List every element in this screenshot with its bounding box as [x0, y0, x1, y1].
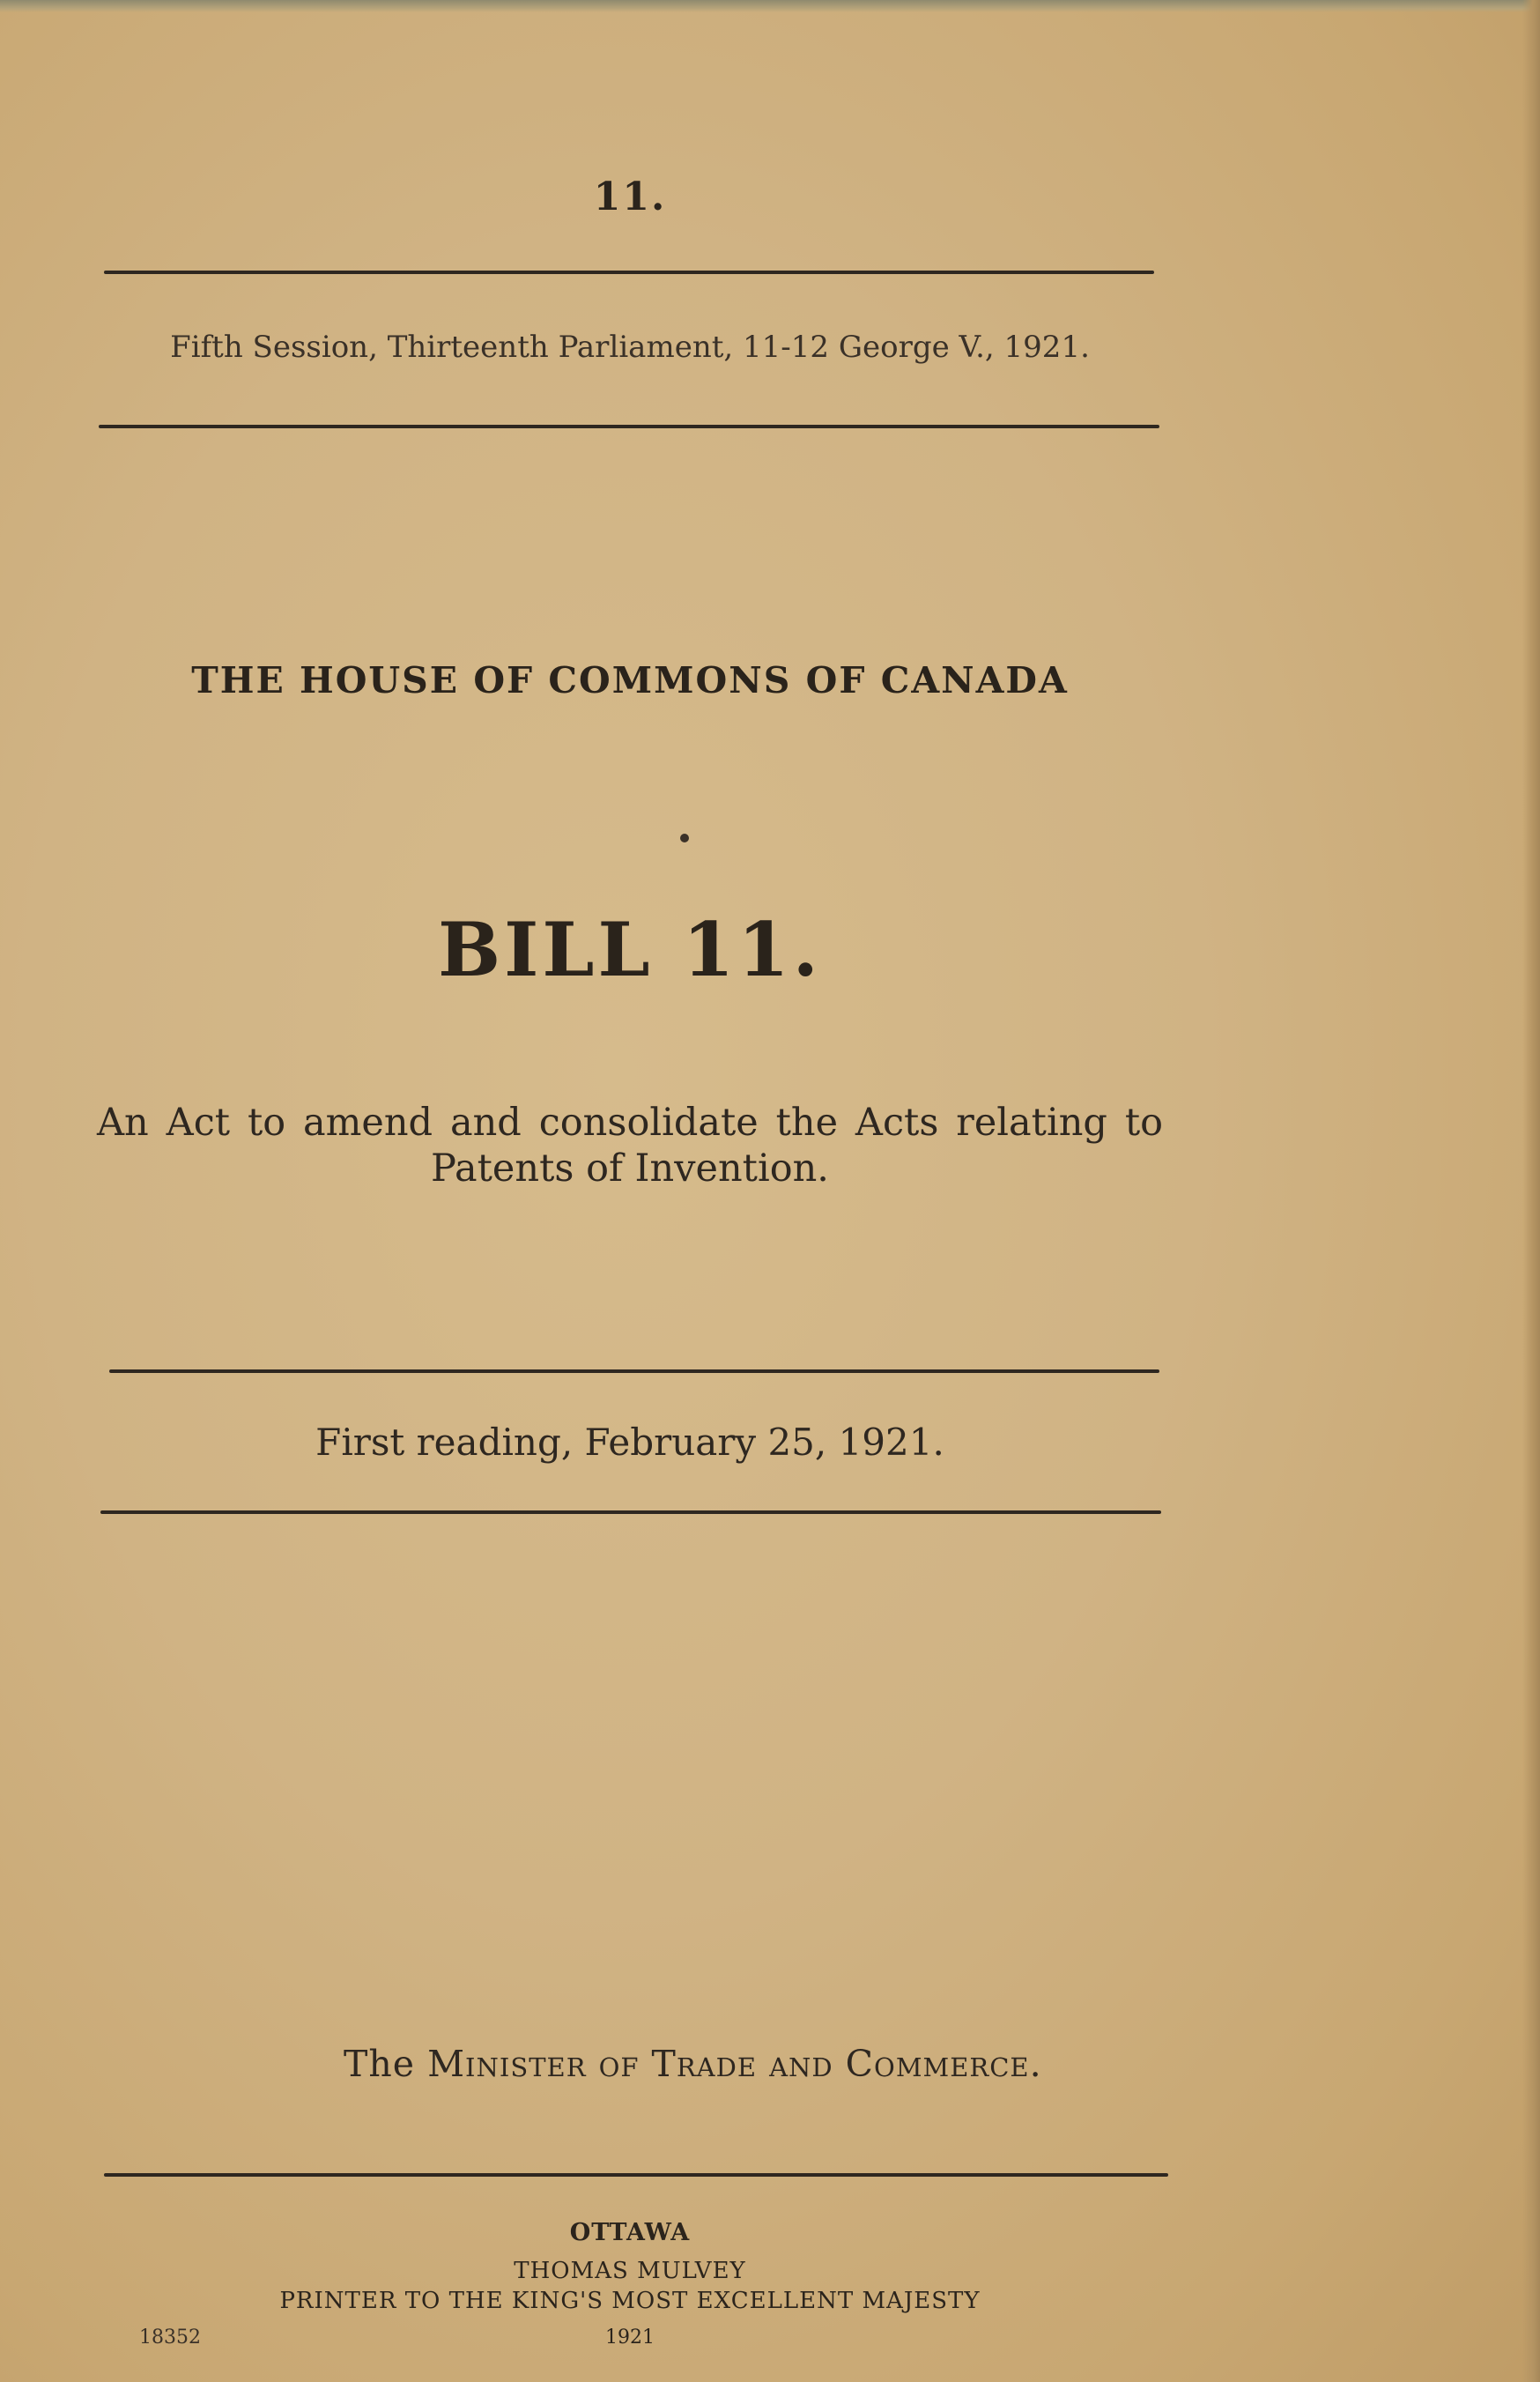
- bill-number-header: 11.: [593, 174, 667, 219]
- reading-rule-top: [109, 1369, 1159, 1373]
- imprint-rule: [104, 2173, 1168, 2177]
- first-reading-line: First reading, February 25, 1921.: [315, 1421, 944, 1464]
- job-number: 18352: [139, 2326, 201, 2349]
- minister-prefix: The: [344, 2043, 428, 2085]
- header-rule-top: [104, 271, 1154, 274]
- page-right-edge: [1522, 0, 1540, 2382]
- minister-line: [344, 2043, 1042, 2085]
- header-rule-bottom: [99, 425, 1159, 428]
- imprint-printer-title: PRINTER TO THE KING'S MOST EXCELLENT MAJESTY: [279, 2288, 981, 2314]
- imprint-city: OTTAWA: [569, 2219, 691, 2246]
- minister-title: Minister of Trade and Commerce.: [427, 2043, 1042, 2085]
- ink-dot: [680, 834, 689, 842]
- bill-title: BILL 11.: [438, 906, 822, 993]
- imprint-printer: THOMAS MULVEY: [514, 2258, 746, 2284]
- reading-rule-bottom: [100, 1510, 1161, 1514]
- house-title: THE HOUSE OF COMMONS OF CANADA: [191, 659, 1069, 701]
- act-title: An Act to amend and consolidate the Acts relating to Patents of Invention.: [97, 1101, 1163, 1191]
- imprint-year: 1921: [605, 2326, 655, 2349]
- session-line: Fifth Session, Thirteenth Parliament, 11-12 George V., 1921.: [170, 330, 1090, 365]
- page-top-edge: [0, 0, 1540, 12]
